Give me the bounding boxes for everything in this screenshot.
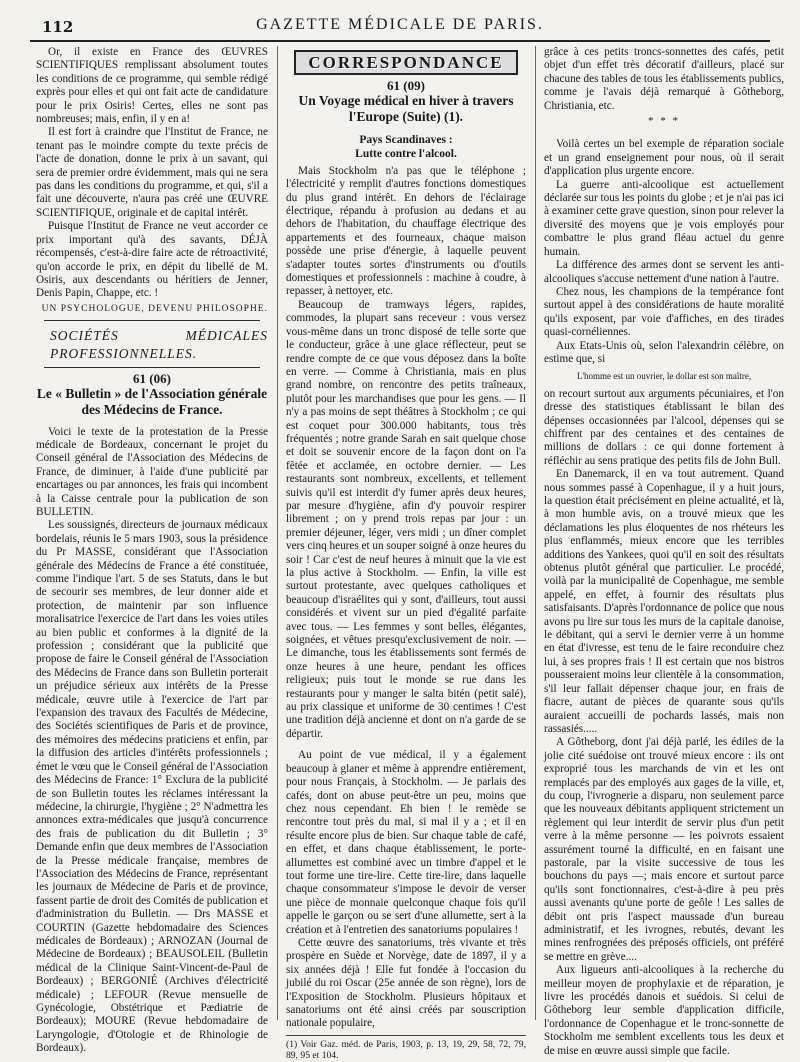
subtitle-line: Lutte contre l'alcool.: [355, 147, 457, 160]
column-rule: [277, 46, 278, 1020]
paragraph: Voilà certes un bel exemple de réparation sociale et un grand enseignement pour nous, où il serait d'application plus urgente encore.: [544, 138, 784, 178]
article-title: Un Voyage médical en hiver à travers l'Europe (Suite) (1).: [298, 92, 514, 124]
footnote: (1) Voir Gaz. méd. de Paris, 1903, p. 13, 19, 29, 58, 72, 79, 89, 95 et 104.: [286, 1035, 526, 1062]
paragraph: A Gôtheborg, dont j'ai déjà parlé, les édiles de la jolie cité suédoise ont trouvé mieux encore : ils ont exproprié tous les marchands de vin et les ont remplacés par des employés aux gages de la ville, et, du coup, l'ivrognerie a disparu, non seulement parce que les nouveaux débitants appliquent strictement un règlement qui leur interdit de servir plus d'un petit verre à la même personne — les poivrots essaient assurément tourné la difficulté, en en faisant une pastorale, par la visite successive de tous les bouchons du pays —; mais encore et surtout parce qu'ils sont fonctionnaires, c'est-à-dire à peu près aussi avenants qu'une porte de geôle ! Les salles de débit ont pris l'aspect maussade d'un bureau administratif, et les ivrognes, rebutés, devant les mines renfrognées des préposés officiels, ont préféré se mettre en grève....: [544, 736, 784, 963]
article-title: Le « Bulletin » de l'Association générale des Médecins de France.: [36, 385, 268, 417]
separator-stars: * * *: [648, 115, 680, 128]
paragraph: Aux ligueurs anti-alcooliques à la recherche du meilleur moyen de prophylaxie et de réparation, je livre les procédés danois et suédois. Si celui de Gôtheborg leur semble d'application difficile, l'ordonnance de Copenhague et le tronc-sonnette de Stockholm me semblent excellents tous les deux et de mise en œuvre aussi simple que facile.: [544, 964, 784, 1057]
paragraph: Au point de vue médical, il y a également beaucoup à glaner et même à apprendre entièrement, pour nous Français, à Stockholm. — Je parlais des cafés, dont on abuse peut-être un peu, moins que chez nous cependant. Eh bien ! le remède se rencontre tout près du mal, si mal il y a ; et il en résulte encore plus de bien. Sur chaque table de café, en effet, et dans chaque établissement, le porte-allumettes est combiné avec un timbre d'appel et le tout forme une tire-lire. Cette tire-lire, dans laquelle chaque consommateur s'impose le devoir de verser une pièce de monnaie quelconque chaque fois qu'il appelle le garçon ou se sert d'une allumette, sert à la création et à l'entretien des sanatoriums populaires !: [286, 749, 526, 936]
section-title: SOCIÉTÉS MÉDICALES PROFESSIONNELLES.: [50, 328, 268, 362]
paragraph: Chez nous, les champions de la tempérance font surtout appel à des considérations de haute moralité qu'ils exposent, par voie d'affiches, en des tirades quasi-cornéliennes.: [544, 285, 784, 339]
column-left: [36, 46, 268, 1055]
column-rule: [535, 46, 536, 1020]
article-number: 61 (06): [133, 371, 171, 387]
column-middle: [286, 46, 526, 1062]
page-number: 112: [42, 18, 74, 36]
paragraph: grâce à ces petits troncs-sonnettes des cafés, petit objet d'un effet très décoratif d'ailleurs, placé sur chacune des tables de tous les établissements publics, comme je l'avais déjà remarqué à Gôtheborg, Christiania, etc.: [544, 46, 784, 112]
article-number: 61 (09): [387, 78, 425, 94]
page-header: [30, 10, 770, 42]
paragraph: Puisque l'Institut de France ne veut accorder ce prix important qu'à des savants, DÉJÀ récompensés, c'est-à-dire faire acte de rétroactivité, qu'on accorde le prix, en dépit du libellé de M. Osiris, aux descendants ou héritiers de Jenner, Denis Papin, Chappe, etc. !: [36, 220, 268, 300]
paragraph: Voici le texte de la protestation de la Presse médicale de Bordeaux, concernant le projet du Conseil général de l'Association des Médecins de France, de diminuer, à l'aide d'une publicité par encartages ou par annonces, les frais qui incombent à la Caisse centrale pour la publication de son BULLETIN.: [36, 425, 268, 518]
paragraph: Aux Etats-Unis où, selon l'alexandrin célèbre, on estime que, si: [544, 339, 784, 365]
paragraph: Beaucoup de tramways légers, rapides, commodes, la plupart sans receveur : vous versez vous-même dans un tronc disposé de telle sorte que le conducteur, grâce à une glace réflecteur, peut se rendre compte de ce que vous déposez dans la boîte en verre. — Comme à Christiania, mais en plus grand nombre, on rencontre des petits traîneaux, plutôt pour les marchandises que pour les gens. — Il n'y a pas moins de sept théâtres à Stockholm ; ce qui est coquet pour 300.000 habitants, tous très fréquentés ; notre grande Sarah en sait quelque chose et doit se souvenir encore de la façon dont on l'a fêtée et acclamée, en octobre dernier. — Les restaurants sont nombreux, excellents, et tellement suivis qu'il est interdit d'y fumer après deux heures, par mesure d'hygiène, afin d'y pouvoir respirer librement ; on y prend trois repas par jour : un premier déjeuner, léger, vers midi ; un dîner complet vers cinq heures et un souper soigné à onze heures du soir ! Car c'est de neuf heures à minuit que la vie est la plus active à Stockholm. — Enfin, la ville est surtout protestante, avec quelques catholiques et beaucoup d'israélites qui y sont, d'ailleurs, tout aussi considérés et vivent sur un pied d'égalité parfaite avec tous. — Les femmes y sont belles, élégantes, soignées, et vêtues presqu'exclusivement de noir. — Le dimanche, tous les établissements sont fermés de onze heures à une heure, pendant les offices religieux; puis tout le monde se rue dans les restaurants pour y manger le salta bitén (petit salé), au prix classique et uniforme de 30 centimes ! C'est une tradition déjà ancienne et dont on n'a garde de se départir.: [286, 298, 526, 740]
correspondance-banner: CORRESPONDANCE: [294, 50, 518, 75]
divider: [44, 367, 260, 368]
paragraph: Les soussignés, directeurs de journaux médicaux bordelais, réunis le 5 mars 1903, sous la présidence du Pr MASSE, considérant que l'Association générale des Médecins de France a été constituée, comme l'indique l'art. 5 de ses Statuts, dans le but de secourir ses membres, de leur donner aide et protection, de maintenir par son influence moralisatrice l'exercice de l'art dans les voies utiles au bien public et conformes à la dignité de la profession ; considérant que la publicité que propose de faire le Conseil général de l'Association des Médecins de France dans son Bulletin porterait un préjudice sérieux aux intérêts de la Presse médicale, œuvre utile à l'exercice de l'art par l'expansion des travaux des Facultés de Médecine, des Sociétés scientifiques de Paris et de province, des mémoires des médecins praticiens et enfin, par la diffusion des articles d'intérêts professionnels ; émet le vœu que le Conseil général de l'Association des Médecins de France: 1° Exclura de la publicité de son Bulletin toutes les réclames intéressant la médecine, la chirurgie, l'hygiène ; 2° N'admettra les annonces extra-médicales que jusqu'à concurrence des frais de publication du dit Bulletin ; 3° Demande enfin que deux membres de l'Association de la Presse médicale française, membres de l'Association des Médecins de France, représentant les journaux de Médecine de Paris et de province, fassent partie de droit des Comités de publication et d'administration du Bulletin. — Drs MASSE et COURTIN (Gazette hebdomadaire des Sciences médicales de Bordeaux) ; ARNOZAN (Journal de Médecine de Bordeaux) ; BEAUSOLEIL (Bulletin médical de la Clinique Saint-Vincent-de-Paul de Bordeaux) ; BERGONIÉ (Archives d'électricité médicale) ; LEFOUR (Revue mensuelle de Gynécologie, Obstétrique et Pædiatrie de Bordeaux); MOURE (Revue hebdomadaire de Laryngologie, d'Otologie et de Rhinologie de Bordeaux).: [36, 519, 268, 1055]
column-right: [544, 46, 784, 1057]
paragraph: Mais Stockholm n'a pas que le téléphone ; l'électricité y remplit d'autres fonctions domestiques du plus grand intérêt. En dehors de l'éclairage électrique, répandu à profusion au dedans et au dehors de l'habitation, du chauffage électrique des appartements et des fourneaux, chaque maison possède une prise d'énergie, à laquelle peuvent s'adapter toutes sortes d'instruments ou d'outils domestiques et professionnels : machine à coudre, à repasser, à nettoyer, etc.: [286, 164, 526, 298]
quoted-verse: L'homme est un ouvrier, le dollar est son maître,: [576, 371, 752, 382]
paragraph: En Danemarck, il en va tout autrement. Quand nous sommes passé à Copenhague, il y a huit jours, la question était précisément en pleine actualité, et là, à mon humble avis, on a trouvé mieux que les déclamations les plus éloquentes de nos rhéteurs les plus enflammés, mieux encore que les terribles additions des Yankees, quoi qu'il en soit des résultats obtenus plutôt général que particulier. Le procédé, voilà par la municipalité de Copenhague, me semble appelé, en effet, à fournir des résultats plus satisfaisants. D'après l'ordonnance de police que nous avons pu lire sur tous les murs de la capitale danoise, le débitant, qui a servi le dernier verre à un homme en état d'ivresse, est tenu de le faire reconduire chez lui, à ses propres frais ! Il est certain que nos bistros pousseraient moins leur clientèle à la consommation, s'il leur fallait dépenser chaque jour, en frais de fiacre, autant de pièces de quarante sous qu'ils auraient accueilli de pochards lassés, mais non rassasiés.....: [544, 468, 784, 735]
paragraph: La différence des armes dont se servent les anti-alcooliques s'accuse nettement d'une nation à l'autre.: [544, 259, 784, 285]
subtitle-line: Pays Scandinaves :: [359, 133, 453, 146]
article-subtitle: [286, 133, 526, 161]
signature: UN PSYCHOLOGUE, DEVENU PHILOSOPHE.: [41, 303, 268, 314]
paragraph: Il est fort à craindre que l'Institut de France, ne tenant pas le moindre compte du texte précis de l'acte de donation, donne le prix à un savant, qui sera de premier ordre évidemment, mais qui ne sera pas dans les conditions du programme, et qui, s'il a fait une découverte, n'aura pas créé une ŒUVRE SCIENTIFIQUE, originale et de capital intérêt.: [36, 126, 268, 219]
paragraph: La guerre anti-alcoolique est actuellement déclarée sur tous les points du globe ; et je n'ai pas ici à examiner cette grave question, sinon pour relever la diversité des moyens que je vois employés pour combattre le plus grand fléau actuel du genre humain.: [544, 178, 784, 258]
paragraph: Cette œuvre des sanatoriums, très vivante et très prospère en Suède et Norvège, date de 1897, il y a six années déjà ! Elle fut fondée à l'occasion du jubilé du roi Oscar (25e année de son règne), lors de l'Exposition de Stockholm. Plusieurs hôpitaux et sanatoriums ont été ainsi créés par souscription nationale populaire,: [286, 936, 526, 1030]
journal-title: GAZETTE MÉDICALE DE PARIS.: [256, 16, 544, 33]
paragraph: Or, il existe en France des ŒUVRES SCIENTIFIQUES remplissant absolument toutes les conditions de ce programme, qui semble rédigé exprès pour elles et qui ont fait acte de candidature pour le prix Osiris! Certes, elles ne sont pas nombreuses; mais, enfin, il y en a!: [36, 46, 268, 126]
paragraph: on recourt surtout aux arguments pécuniaires, et l'on dresse des statistiques établissant le bilan des dépenses occasionnées par l'alcool, dépenses qui se chiffrent par des centaines et des centaines de millions de dollars : ce qui donne fortement à réfléchir au sens pratique des petits fils de John Bull.: [544, 387, 784, 467]
divider: [44, 320, 260, 321]
